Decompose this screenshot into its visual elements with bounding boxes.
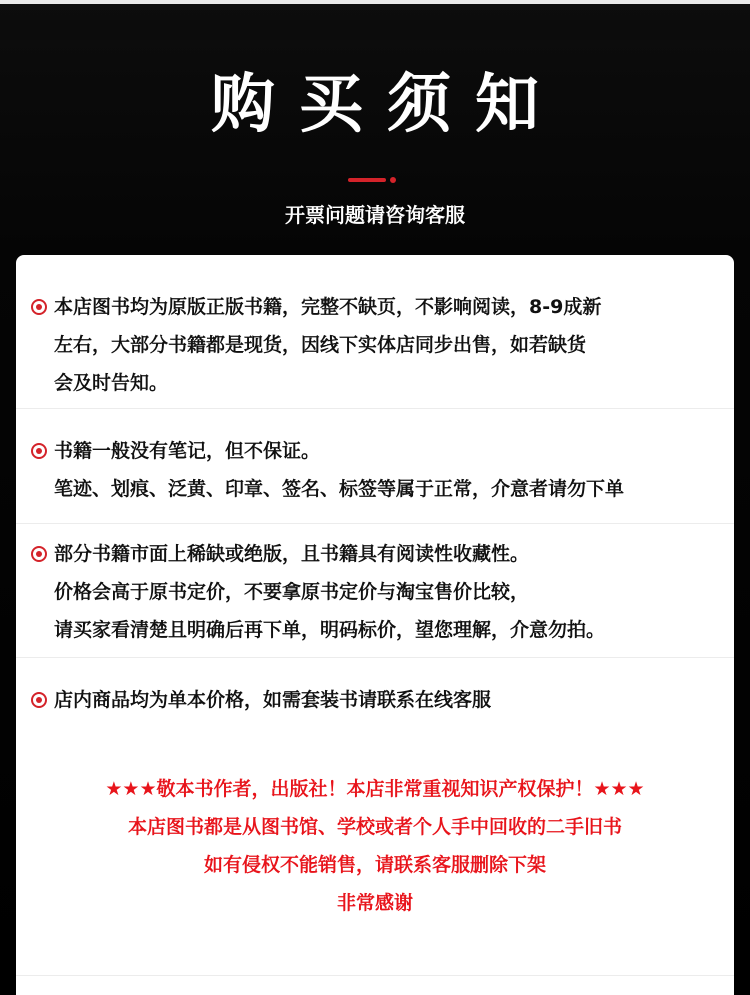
notice-item-bundle — [16, 681, 734, 719]
accent-bar — [348, 178, 386, 182]
page-title: 购买须知 — [211, 68, 563, 142]
notice-card — [16, 255, 734, 995]
item-line: 部分书籍市面上稀缺或绝版，且书籍具有阅读性收藏性。 — [54, 543, 530, 565]
item-line: 请买家看清楚且明确后再下单，明码标价，望您理解，介意勿拍。 — [54, 619, 606, 641]
red-bullet-icon — [31, 443, 47, 459]
item-line: 笔迹、划痕、泛黄、印章、签名、标签等属于正常，介意者请勿下单 — [54, 478, 625, 500]
copyright-notice — [16, 770, 734, 922]
item-line: 书籍一般没有笔记，但不保证。 — [54, 440, 321, 462]
notice-line: 如有侵权不能销售，请联系客服删除下架 — [203, 854, 546, 876]
notice-item-condition — [16, 288, 734, 402]
top-strip — [0, 0, 750, 4]
red-bullet-icon — [31, 692, 47, 708]
red-bullet-icon — [31, 546, 47, 562]
red-bullet-icon — [31, 299, 47, 315]
page-subtitle: 开票问题请咨询客服 — [285, 203, 465, 227]
notice-item-notes — [16, 432, 734, 508]
item-divider — [16, 523, 734, 524]
item-line: 本店图书均为原版正版书籍，完整不缺页，不影响阅读，8-9成新 — [54, 296, 602, 318]
item-divider — [16, 975, 734, 976]
item-divider — [16, 657, 734, 658]
title-accent-divider — [348, 177, 400, 183]
item-line: 左右，大部分书籍都是现货，因线下实体店同步出售，如若缺货 — [54, 334, 587, 356]
notice-item-pricing — [16, 535, 734, 649]
item-divider — [16, 408, 734, 409]
item-line: 价格会高于原书定价，不要拿原书定价与淘宝售价比较， — [54, 581, 530, 603]
accent-dot — [390, 177, 396, 183]
notice-line: ★★★敬本书作者，出版社！本店非常重视知识产权保护！★★★ — [105, 778, 645, 800]
item-line: 店内商品均为单本价格，如需套装书请联系在线客服 — [54, 689, 492, 711]
notice-line: 本店图书都是从图书馆、学校或者个人手中回收的二手旧书 — [127, 816, 622, 838]
item-line: 会及时告知。 — [54, 372, 169, 394]
notice-line: 非常感谢 — [336, 892, 413, 914]
